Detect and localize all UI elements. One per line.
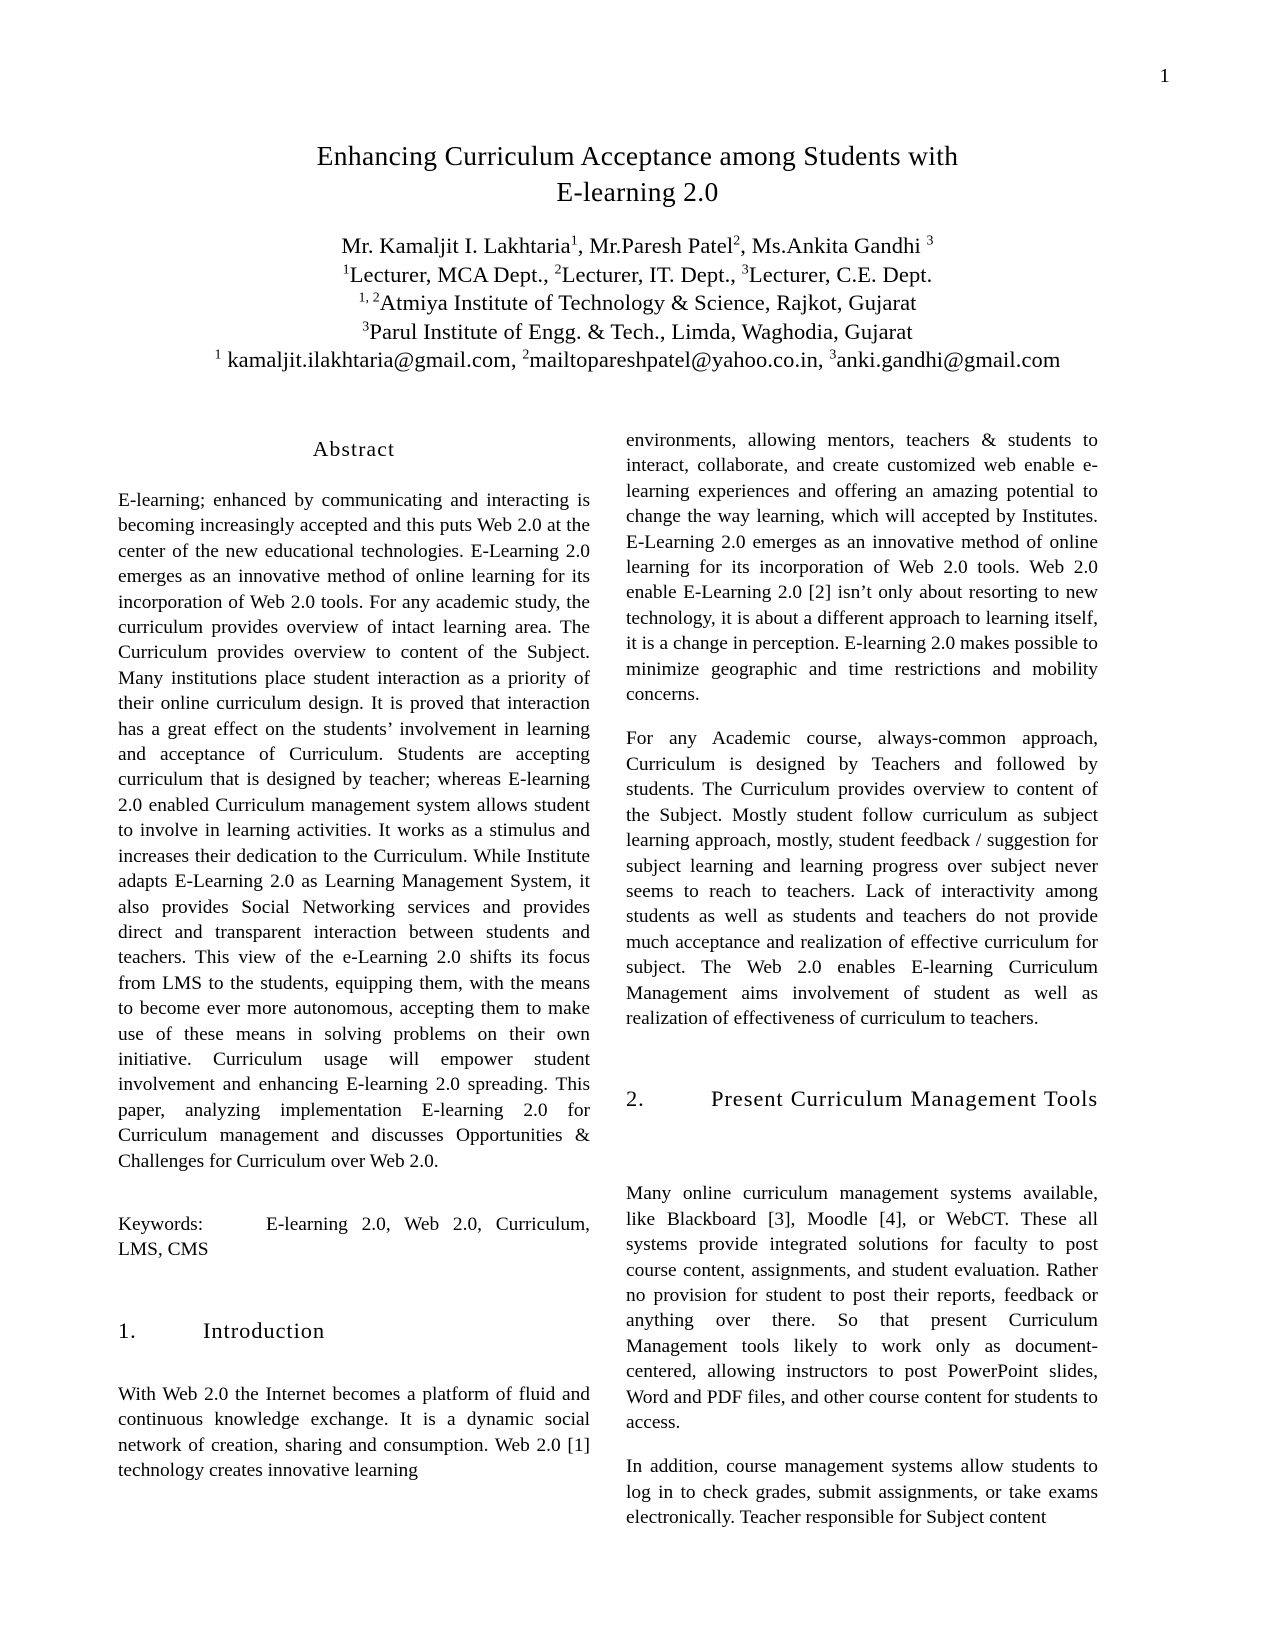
present-tools-paragraph-1: Many online curriculum management systems available, like Blackboard [3], Moodle [4], or WebCT. These all systems provide integrated solutions for faculty to post course content, assignments, and student evaluation. Rather no provision for student to post their reports, feedback or anything over there. So that present Curriculum Management tools likely to work only as document-centered, allowing instructors to post PowerPoint slides, Word and PDF files, and other course content for students to access. <box>626 1183 1098 1433</box>
affiliation-roles-line <box>60 261 1215 290</box>
introduction-paragraph-2: For any Academic course, always-common approach, Curriculum is designed by Teachers and followed by students. The Curriculum provides overview to content of the Subject. Mostly student follow curriculum as subject learning approach, mostly, student feedback / suggestion for subject learning and learning progress over subject never seems to reach to teachers. Lack of interactivity among students as well as students and teachers do not provide much acceptance and realization of effective curriculum for subject. The Web 2.0 enables E-learning Curriculum Management aims involvement of student as well as realization of effectiveness of curriculum to teachers. <box>626 728 1098 1029</box>
present-tools-paragraph-2: In addition, course management systems allow students to log in to check grades, submit assignments, or take exams electronically. Teacher responsible for Subject content <box>626 1456 1098 1529</box>
keywords-value: E-learning 2.0, Web 2.0, Curriculum, LMS, CMS <box>118 1213 590 1261</box>
page-number: 1 <box>1159 65 1170 87</box>
keywords-row <box>118 1212 590 1263</box>
keywords-label: Keywords: <box>118 1213 204 1235</box>
affil-role-3: Lecturer, C.E. Dept. <box>748 261 933 287</box>
section-heading-present-tools <box>626 1083 1098 1145</box>
affil-sup-3: 3 <box>741 262 749 277</box>
section-heading-introduction <box>118 1315 590 1346</box>
column-right <box>626 428 1098 1550</box>
author-names-pre: Mr. Kamaljit I. Lakhtaria <box>341 233 571 258</box>
email-sup-1: 1 <box>214 347 222 363</box>
email-address-2[interactable]: mailtopareshpatel@yahoo.co.in, <box>529 347 830 372</box>
affil-role-2: Lecturer, IT. Dept., <box>561 261 742 287</box>
author-sup-3: 3 <box>926 233 934 249</box>
section-number-1: 1. <box>118 1317 137 1343</box>
column-left <box>118 428 590 1483</box>
affil-sup-2: 2 <box>554 262 562 277</box>
email-sup-2: 2 <box>522 347 530 363</box>
affil-sup-1: 1 <box>342 262 350 277</box>
institute-sup-12: 1, 2 <box>358 290 380 306</box>
section-title-present-tools: Present Curriculum Management Tools <box>711 1086 1098 1112</box>
author-names-mid-1: , Mr.Paresh Patel <box>577 233 734 258</box>
author-names-mid-2: , Ms.Ankita Gandhi <box>740 233 927 258</box>
abstract-paragraph: E-learning; enhanced by communicating and interacting is becoming increasingly accepted and this puts Web 2.0 at the center of the new educational technologies. E-Learning 2.0 emerges as an innovative method of online learning for its incorporation of Web 2.0 tools. For any academic study, the curriculum provides overview of intact learning area. The Curriculum provides overview to content of the Subject. Many institutions place student interaction as a priority of their online curriculum design. It is proved that interaction has a great effect on the students’ involvement in learning and acceptance of Curriculum. Students are accepting curriculum that is designed by teacher; whereas E-learning 2.0 enabled Curriculum management system allows student to involve in learning activities. It works as a stimulus and increases their dedication to the Curriculum. While Institute adapts E-Learning 2.0 as Learning Management System, it also provides Social Networking services and provides direct and transparent interaction between students and teachers. This view of the e-Learning 2.0 shifts its focus from LMS to the students, equipping them, with the means to become ever more autonomous, accepting them to make use of these means in solving problems on their own initiative. Curriculum usage will empower student involvement and enhancing E-learning 2.0 spreading. This paper, analyzing implementation E-learning 2.0 for Curriculum management and discusses Opportunities & Challenges for Curriculum over Web 2.0. <box>118 490 590 1172</box>
title-line-2: E-learning 2.0 <box>556 176 719 207</box>
author-sup-2: 2 <box>733 233 741 249</box>
email-line <box>60 346 1215 375</box>
authors-block <box>60 232 1215 375</box>
author-names-line <box>60 232 1215 261</box>
introduction-paragraph-1-part-2: environments, allowing mentors, teachers & students to interact, collaborate, and create customized web enable e-learning experiences and offering an amazing potential to change the way learning, which will accepted by Institutes. E-Learning 2.0 emerges as an innovative method of online learning for its incorporation of Web 2.0 tools. Web 2.0 enable E-Learning 2.0 [2] isn’t only about resorting to new technology, it is about a different approach to learning itself, it is a change in perception. E-learning 2.0 makes possible to minimize geographic and time restrictions and mobility concerns. <box>626 430 1098 706</box>
institute-line-1 <box>60 289 1215 318</box>
page-title <box>120 138 1155 210</box>
institute-name-2: Parul Institute of Engg. & Tech., Limda, Waghodia, Gujarat <box>369 318 913 344</box>
introduction-paragraph-1-part-1: With Web 2.0 the Internet becomes a platform of fluid and continuous knowledge exchange. It is a dynamic social network of creation, sharing and consumption. Web 2.0 [1] technology creates innovative learning <box>118 1383 590 1481</box>
author-sup-1: 1 <box>570 233 578 249</box>
title-block <box>120 138 1155 210</box>
abstract-heading: Abstract <box>312 437 396 461</box>
email-sup-3: 3 <box>829 347 837 363</box>
section-number-2: 2. <box>626 1086 645 1112</box>
institute-line-2 <box>60 318 1215 347</box>
email-address-3[interactable]: anki.gandhi@gmail.com <box>836 347 1061 372</box>
email-address-1[interactable]: kamaljit.ilakhtaria@gmail.com, <box>221 347 523 372</box>
institute-name-1: Atmiya Institute of Technology & Science, Rajkot, Gujarat <box>379 290 917 315</box>
section-title-introduction: Introduction <box>203 1317 326 1343</box>
title-line-1: Enhancing Curriculum Acceptance among Students with <box>316 140 959 171</box>
institute-sup-3: 3 <box>362 319 370 334</box>
body-columns <box>118 428 1158 1529</box>
affil-role-1: Lecturer, MCA Dept., <box>349 261 555 287</box>
